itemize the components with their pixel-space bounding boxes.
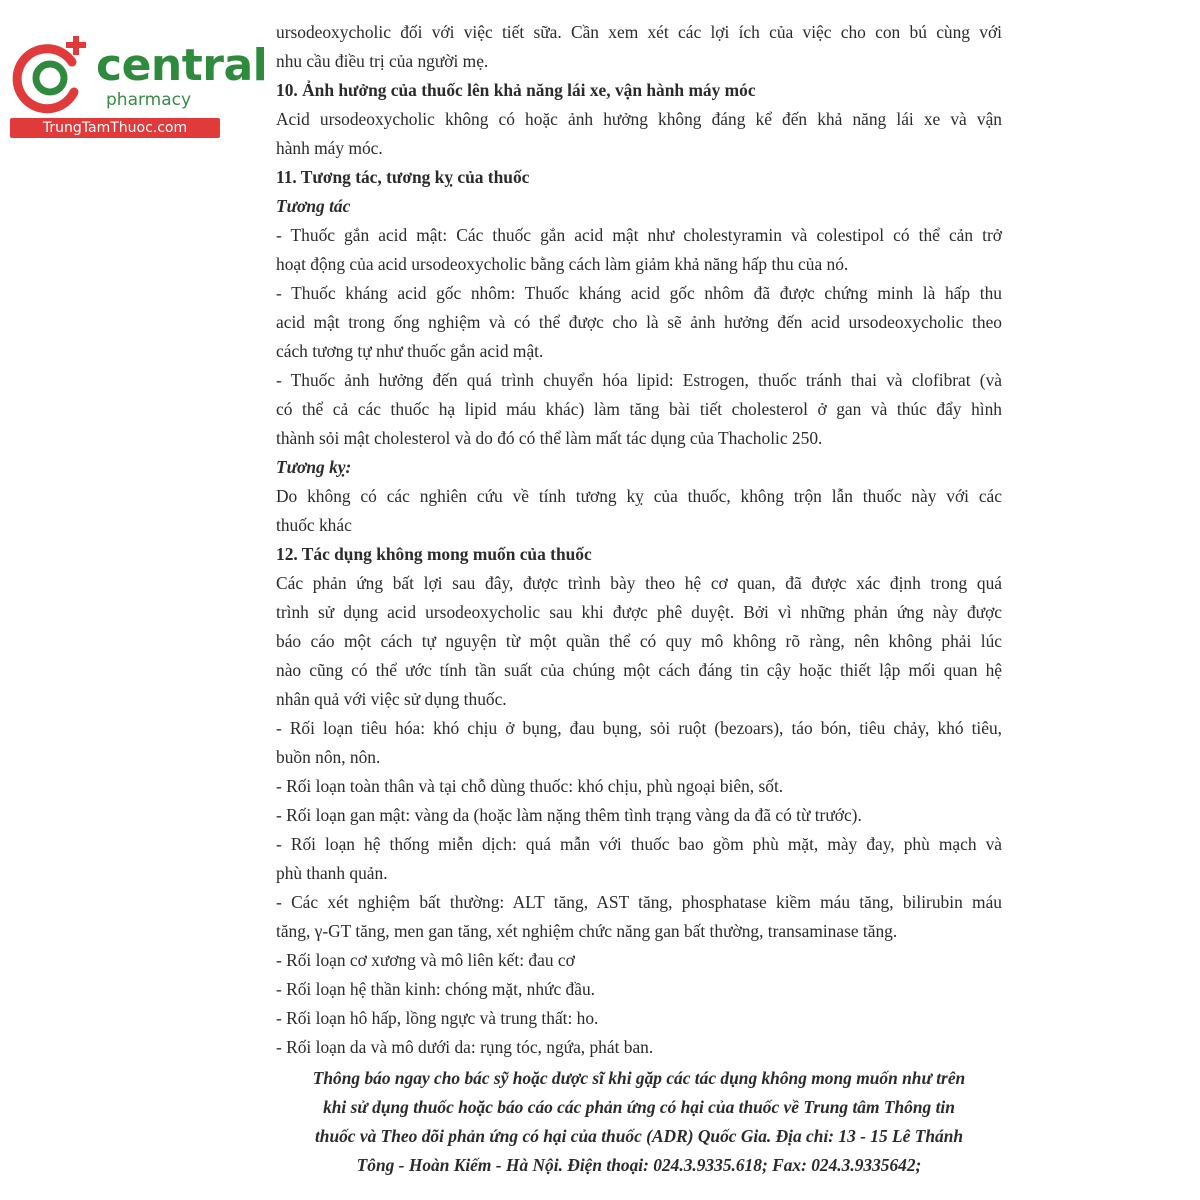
text-line: hành máy móc. bbox=[276, 138, 383, 158]
subsection-heading: Tương tác bbox=[276, 196, 351, 216]
text-line: phù thanh quản. bbox=[276, 863, 388, 883]
text-line: acid mật trong ống nghiệm và có thể được cho là sẽ ảnh hưởng đến acid ursodeoxycholic theo bbox=[276, 312, 1002, 332]
adr-notice bbox=[276, 1064, 1002, 1180]
text-line: hoạt động của acid ursodeoxycholic bằng cách làm giảm khả năng hấp thu của nó. bbox=[276, 254, 849, 274]
text-line: trình sử dụng acid ursodeoxycholic sau khi được phê duyệt. Bởi vì những phản ứng này được bbox=[276, 602, 1002, 622]
text-line: - Thuốc kháng acid gốc nhôm: Thuốc kháng acid gốc nhôm đã được chứng minh là hấp thu bbox=[276, 283, 1002, 303]
subsection-heading: Tương kỵ: bbox=[276, 457, 352, 477]
text-line: - Rối loạn hệ thần kinh: chóng mặt, nhức đầu. bbox=[276, 979, 596, 999]
text-line: - Rối loạn cơ xương và mô liên kết: đau cơ bbox=[276, 950, 575, 970]
document-body bbox=[276, 18, 1002, 1180]
text-line: Các phản ứng bất lợi sau đây, được trình bày theo hệ cơ quan, đã được xác định trong quá bbox=[276, 573, 1002, 593]
text-line: thành sỏi mật cholesterol và do đó có thể làm mất tác dụng của Thacholic 250. bbox=[276, 428, 823, 448]
logo-name: central bbox=[96, 40, 268, 91]
text-line: tăng, γ-GT tăng, men gan tăng, xét nghiệm chức năng gan bất thường, transaminase tăng. bbox=[276, 921, 898, 941]
brand-logo bbox=[10, 36, 268, 136]
text-line: Do không có các nghiên cứu về tính tương kỵ của thuốc, không trộn lẫn thuốc này với các bbox=[276, 486, 1002, 506]
text-line: ursodeoxycholic đối với việc tiết sữa. Cần xem xét các lợi ích của việc cho con bú cùng với bbox=[276, 22, 1002, 42]
text-line: - Rối loạn hô hấp, lồng ngực và trung thất: ho. bbox=[276, 1008, 599, 1028]
text-line: - Thuốc gắn acid mật: Các thuốc gắn acid mật như cholestyramin và colestipol có thể cản trở bbox=[276, 225, 1002, 245]
notice-line: thuốc và Theo dõi phản ứng có hại của thuốc (ADR) Quốc Gia. Địa chỉ: 13 - 15 Lê Thánh bbox=[314, 1126, 964, 1146]
section-heading: 11. Tương tác, tương kỵ của thuốc bbox=[276, 167, 530, 187]
text-line: Acid ursodeoxycholic không có hoặc ảnh hưởng không đáng kể đến khả năng lái xe và vận bbox=[276, 109, 1002, 129]
text-line: báo cáo một cách tự nguyện từ một quần thể có quy mô không rõ ràng, nên không phải lúc bbox=[276, 631, 1002, 651]
text-line: - Rối loạn gan mật: vàng da (hoặc làm nặng thêm tình trạng vàng da đã có từ trước). bbox=[276, 805, 862, 825]
notice-line: Tông - Hoàn Kiếm - Hà Nội. Điện thoại: 024.3.9335.618; Fax: 024.3.9335642; bbox=[356, 1155, 922, 1175]
text-line: nhu cầu điều trị của người mẹ. bbox=[276, 51, 489, 71]
logo-site-banner: TrungTamThuoc.com bbox=[10, 118, 220, 138]
logo-subtitle: pharmacy bbox=[106, 90, 192, 110]
text-line: nhân quả với việc sử dụng thuốc. bbox=[276, 689, 507, 709]
notice-line: Thông báo ngay cho bác sỹ hoặc dược sĩ khi gặp các tác dụng không mong muốn như trên bbox=[312, 1068, 966, 1088]
text-line: - Rối loạn da và mô dưới da: rụng tóc, ngứa, phát ban. bbox=[276, 1037, 654, 1057]
text-line: - Rối loạn tiêu hóa: khó chịu ở bụng, đau bụng, sỏi ruột (bezoars), táo bón, tiêu chảy, khó tiêu, bbox=[276, 718, 1002, 738]
section-heading: 10. Ảnh hưởng của thuốc lên khả năng lái xe, vận hành máy móc bbox=[276, 80, 756, 100]
text-line: - Rối loạn hệ thống miễn dịch: quá mẫn với thuốc bao gồm phù mặt, mày đay, phù mạch và bbox=[276, 834, 1002, 854]
text-line: buồn nôn, nôn. bbox=[276, 747, 381, 767]
text-line: có thể cả các thuốc hạ lipid máu khác) làm tăng bài tiết cholesterol ở gan và thúc đẩy hình bbox=[276, 399, 1002, 419]
text-line: - Thuốc ảnh hưởng đến quá trình chuyển hóa lipid: Estrogen, thuốc tránh thai và clofibrat (và bbox=[276, 370, 1002, 390]
text-line: thuốc khác bbox=[276, 515, 352, 535]
text-line: - Các xét nghiệm bất thường: ALT tăng, AST tăng, phosphatase kiềm máu tăng, bilirubin máu bbox=[276, 892, 1002, 912]
text-line: cách tương tự như thuốc gắn acid mật. bbox=[276, 341, 544, 361]
pharmacy-cross-logo-icon bbox=[10, 36, 92, 118]
section-heading: 12. Tác dụng không mong muốn của thuốc bbox=[276, 544, 592, 564]
text-line: - Rối loạn toàn thân và tại chỗ dùng thuốc: khó chịu, phù ngoại biên, sốt. bbox=[276, 776, 784, 796]
text-line: nào cũng có thể ước tính tần suất của chúng một cách đáng tin cậy hoặc thiết lập mối quan hệ bbox=[276, 660, 1002, 680]
notice-line: khi sử dụng thuốc hoặc báo cáo các phản ứng có hại của thuốc về Trung tâm Thông tin bbox=[323, 1097, 955, 1117]
